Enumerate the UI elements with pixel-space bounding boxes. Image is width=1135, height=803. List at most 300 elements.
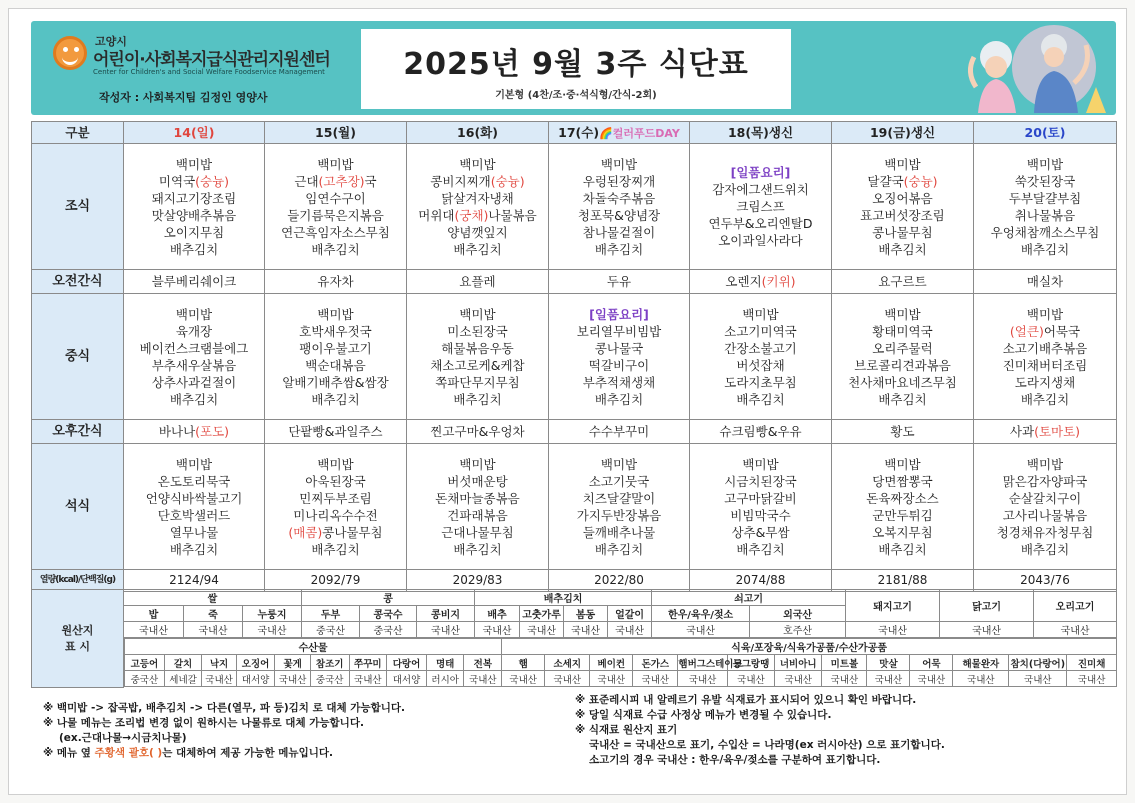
menu-item: 배추김치 xyxy=(453,391,502,407)
origin-group-kimchi: 배추김치 xyxy=(475,590,652,606)
origin-value: 국내산 xyxy=(502,671,545,687)
menu-cell xyxy=(690,420,832,444)
origin-value: 국내산 xyxy=(953,671,1009,687)
menu-item: 백미밥 xyxy=(175,156,213,172)
menu-item-part: (포도) xyxy=(195,424,230,439)
origin-item: 봄동 xyxy=(564,606,608,622)
smile-logo-icon xyxy=(53,36,87,70)
origin-value: 국내산 xyxy=(1067,671,1117,687)
menu-item: 소고기미역국 xyxy=(724,323,797,339)
origin-value: 국내산 xyxy=(590,671,633,687)
menu-item: 슈크림빵&우유 xyxy=(719,424,802,439)
menu-item: 배추김치 xyxy=(878,391,927,407)
menu-item: 백미밥 xyxy=(1026,306,1064,322)
menu-item: 팽이우불고기 xyxy=(299,340,372,356)
menu-item: 백미밥 xyxy=(600,156,638,172)
menu-item: 배추김치 xyxy=(594,241,644,257)
menu-item: 배추김치 xyxy=(311,541,360,557)
notes-right xyxy=(575,693,945,768)
menu-item: 두부달걀부침 xyxy=(1008,190,1082,206)
menu-item: 배추김치 xyxy=(736,541,785,557)
lunch-row xyxy=(32,294,1117,420)
menu-item: 해물볶음우동 xyxy=(441,340,514,356)
day-header-mon: 15(월) xyxy=(265,122,407,144)
menu-item: 요구르트 xyxy=(878,274,927,289)
origin-item: 명태 xyxy=(426,655,464,671)
kcal-value: 2074/88 xyxy=(690,570,832,592)
meal-label: 오전간식 xyxy=(32,270,124,294)
origin-value: 호주산 xyxy=(750,622,846,638)
origin-value: 중국산 xyxy=(125,671,165,687)
menu-item: 천사채마요네즈무침 xyxy=(848,374,957,390)
menu-item: 부추새우살볶음 xyxy=(151,357,237,373)
dinner-row xyxy=(32,444,1117,570)
menu-item-part: (궁채) xyxy=(454,207,489,223)
menu-item: 호박새우젓국 xyxy=(299,323,372,339)
note-namul-example: (ex.근대나물→시금치나물) xyxy=(59,732,187,744)
menu-item: 배추김치 xyxy=(878,241,927,257)
menu-cell xyxy=(974,144,1117,270)
menu-item: 언양식바싹불고기 xyxy=(145,490,243,506)
menu-item: 군만두튀김 xyxy=(872,507,933,523)
menu-item: 미나리옥수수전 xyxy=(293,507,378,523)
menu-item: 떡갈비구이 xyxy=(588,357,650,373)
menu-item: 단팥빵&과일주스 xyxy=(288,424,383,439)
menu-cell xyxy=(690,294,832,420)
note-bracket-prefix: ※ 메뉴 옆 xyxy=(43,747,95,759)
kcal-label: 열량(kcal)/단백질(g) xyxy=(32,570,124,592)
menu-item: 가지두반장볶음 xyxy=(576,507,662,523)
menu-item: 민찌두부조림 xyxy=(299,490,372,506)
menu-item-part: (숭늉) xyxy=(490,173,525,189)
origin-row xyxy=(32,638,1117,688)
origin-value: 러시아 xyxy=(426,671,464,687)
menu-item: 육개장 xyxy=(175,323,213,339)
origin-item: 한우/육우/젖소 xyxy=(652,606,750,622)
origin-value: 국내산 xyxy=(822,671,867,687)
menu-item-part: (숭늉) xyxy=(903,173,938,189)
origin-item: 참치(다랑어) xyxy=(1009,655,1067,671)
menu-item: 단호박샐러드 xyxy=(157,507,231,523)
menu-cell xyxy=(690,144,832,270)
menu-cell xyxy=(265,294,407,420)
day-header-tue: 16(화) xyxy=(407,122,549,144)
menu-cell xyxy=(407,444,549,570)
origin-value: 국내산 xyxy=(867,671,910,687)
author: 작성자 : 사회복지팀 김정인 영양사 xyxy=(99,91,268,104)
menu-item: 배추김치 xyxy=(311,241,360,257)
menu-item: 배추김치 xyxy=(169,391,219,407)
menu-cell xyxy=(265,420,407,444)
menu-cell xyxy=(407,270,549,294)
origin-group-bean: 콩 xyxy=(302,590,475,606)
menu-item: 돈채마늘종볶음 xyxy=(435,490,520,506)
page-subtitle: 기본형 (4찬/조·중·석식형/간식-2회) xyxy=(495,90,657,101)
corner-header: 구분 xyxy=(32,122,124,144)
menu-cell xyxy=(974,270,1117,294)
menu-item xyxy=(976,323,1114,340)
org-name-english: Center for Children's and Social Welfare Foodservice Management xyxy=(93,68,325,76)
menu-item: 오복지무침 xyxy=(872,524,933,540)
menu-item: 근대나물무침 xyxy=(441,524,514,540)
color-food-day-label: 컬러푸드DAY xyxy=(612,126,680,140)
menu-item: 소고기뭇국 xyxy=(588,473,650,489)
menu-cell xyxy=(124,420,265,444)
note-origin-beef: 소고기의 경우 국내산 : 한우/육우/젖소를 구분하여 표기합니다. xyxy=(589,754,881,766)
menu-item: 고사리나물볶음 xyxy=(1002,507,1088,523)
origin-value: 국내산 xyxy=(464,671,502,687)
menu-cell xyxy=(974,420,1117,444)
origin-item: 동그랑땡 xyxy=(727,655,774,671)
menu-item: 백미밥 xyxy=(317,456,354,472)
menu-item: 백미밥 xyxy=(1026,156,1064,172)
menu-cell xyxy=(265,444,407,570)
origin-value: 국내산 xyxy=(475,622,520,638)
menu-item: 매실차 xyxy=(1026,274,1064,289)
menu-item: 백미밥 xyxy=(459,156,496,172)
menu-item xyxy=(692,273,829,290)
menu-item: 백미밥 xyxy=(175,456,213,472)
menu-item: 참나물겉절이 xyxy=(582,224,656,240)
menu-item: 백미밥 xyxy=(459,306,496,322)
menu-item-part: 어묵국 xyxy=(1043,323,1081,339)
menu-cell xyxy=(265,270,407,294)
menu-item: 백미밥 xyxy=(742,456,779,472)
notes-left xyxy=(43,701,405,761)
origin-row xyxy=(32,622,1117,638)
origin-item: 밥 xyxy=(124,606,184,622)
menu-item: 유자차 xyxy=(317,274,354,289)
kcal-value: 2124/94 xyxy=(124,570,265,592)
menu-cell xyxy=(690,270,832,294)
note-bracket-orange: 주황색 괄호( ) xyxy=(94,747,163,759)
menu-item: 백미밥 xyxy=(884,456,921,472)
menu-item: 두유 xyxy=(606,274,632,289)
menu-cell xyxy=(407,144,549,270)
menu-item: 배추김치 xyxy=(169,241,219,257)
menu-item-part: (숭늉) xyxy=(195,173,230,189)
menu-item: 우렁된장찌개 xyxy=(582,173,656,189)
origin-item: 햄 xyxy=(502,655,545,671)
origin-value: 국내산 xyxy=(940,622,1034,638)
menu-item xyxy=(409,173,546,190)
origin-title-2: 표 시 xyxy=(64,640,91,654)
menu-item-part: (얼큰) xyxy=(1009,323,1044,339)
note-bracket xyxy=(43,746,405,761)
menu-item xyxy=(267,173,404,190)
origin-group-duck: 오리고기 xyxy=(1034,590,1117,622)
menu-item-part: 콩비지찌개 xyxy=(430,173,491,189)
menu-item: 고구마닭갈비 xyxy=(724,490,797,506)
origin-item: 전복 xyxy=(464,655,502,671)
origin-value: 중국산 xyxy=(310,671,349,687)
origin-value: 국내산 xyxy=(124,622,184,638)
menu-item: 상추&무쌈 xyxy=(731,524,790,540)
menu-item: 버섯매운탕 xyxy=(447,473,508,489)
menu-item: 양념깻잎지 xyxy=(447,224,508,240)
menu-item: 순살갈치구이 xyxy=(1008,490,1082,506)
menu-item: 요플레 xyxy=(459,274,496,289)
pm-snack-row xyxy=(32,420,1117,444)
menu-item: 연근흑임자소스무침 xyxy=(281,224,390,240)
menu-item: 맛살양배추볶음 xyxy=(151,207,237,223)
origin-group-rice: 쌀 xyxy=(124,590,302,606)
origin-value: 국내산 xyxy=(275,671,310,687)
note-origin-title: ※ 식재료 원산지 표기 xyxy=(575,724,678,736)
menu-item: 수수부꾸미 xyxy=(588,424,650,439)
menu-item: 황도 xyxy=(890,424,915,439)
menu-cell xyxy=(549,294,690,420)
menu-item: 청경채유자청무침 xyxy=(996,524,1094,540)
menu-item: 백미밥 xyxy=(459,456,496,472)
origin-item: 꽃게 xyxy=(275,655,310,671)
menu-item-part: (매콤) xyxy=(288,524,323,540)
menu-item: 당면짬뽕국 xyxy=(872,473,933,489)
menu-item-part: 바나나 xyxy=(158,424,196,439)
note-change: ※ 당일 식재료 수급 사정상 메뉴가 변경될 수 있습니다. xyxy=(575,709,832,721)
menu-item: 건파래볶음 xyxy=(447,507,508,523)
menu-item: 쑥갓된장국 xyxy=(1014,173,1076,189)
menu-item: 진미채버터조림 xyxy=(1002,357,1088,373)
menu-item-part: (키위) xyxy=(761,274,796,289)
day-header-sat: 20(토) xyxy=(974,122,1117,144)
note-namul: ※ 나물 메뉴는 조리법 변경 없이 원하시는 나물류로 대체 가능합니다. xyxy=(43,717,364,729)
menu-item-part: (고추장) xyxy=(318,173,365,189)
origin-value: 대서양 xyxy=(236,671,275,687)
menu-item: 배추김치 xyxy=(1020,391,1070,407)
origin-group-beef: 쇠고기 xyxy=(652,590,846,606)
menu-sheet xyxy=(8,8,1127,795)
menu-item: 오징어볶음 xyxy=(872,190,933,206)
menu-item: 소고기배추볶음 xyxy=(1002,340,1088,356)
menu-item: 콩나물국 xyxy=(594,340,644,356)
menu-item: 백미밥 xyxy=(600,456,638,472)
menu-cell xyxy=(690,444,832,570)
menu-item: 취나물볶음 xyxy=(1014,207,1076,223)
menu-item: 돈육짜장소스 xyxy=(866,490,939,506)
menu-item-part: 콩나물무침 xyxy=(322,524,383,540)
menu-cell xyxy=(832,144,974,270)
kcal-value: 2022/80 xyxy=(549,570,690,592)
origin-value: 국내산 xyxy=(520,622,564,638)
origin-value: 국내산 xyxy=(608,622,652,638)
origin-value: 국내산 xyxy=(678,671,727,687)
origin-value: 국내산 xyxy=(1009,671,1067,687)
origin-value: 국내산 xyxy=(633,671,678,687)
page-title: 2025년 9월 3주 식단표 xyxy=(403,47,749,82)
origin-group-seafood: 수산물 xyxy=(125,639,502,655)
origin-value: 중국산 xyxy=(360,622,417,638)
origin-item: 해물완자 xyxy=(953,655,1009,671)
elderly-dancers-illustration-icon xyxy=(936,27,1114,113)
menu-item: 베이컨스크램블에그 xyxy=(139,340,249,356)
origin-item: 어묵 xyxy=(910,655,953,671)
menu-item: 오이지무침 xyxy=(163,224,225,240)
menu-cell xyxy=(832,444,974,570)
note-bracket-suffix: 는 대체하여 제공 가능한 메뉴입니다. xyxy=(162,747,333,759)
origin-item: 미트볼 xyxy=(822,655,867,671)
menu-item: 블루베리쉐이크 xyxy=(151,274,237,289)
origin-item: 낙지 xyxy=(202,655,236,671)
origin-value: 국내산 xyxy=(545,671,590,687)
origin-value: 국내산 xyxy=(349,671,387,687)
origin-value: 국내산 xyxy=(652,622,750,638)
menu-item: 상추사과겉절이 xyxy=(151,374,237,390)
am-snack-row xyxy=(32,270,1117,294)
menu-cell xyxy=(832,420,974,444)
origin-value: 국내산 xyxy=(243,622,302,638)
org-city: 고양시 xyxy=(95,35,127,48)
menu-item: 배추김치 xyxy=(736,391,785,407)
menu-item: 백미밥 xyxy=(317,156,354,172)
menu-cell xyxy=(549,144,690,270)
menu-item: 황태미역국 xyxy=(872,323,933,339)
menu-item xyxy=(976,423,1114,440)
menu-item: 비빔막국수 xyxy=(730,507,791,523)
menu-item: [일품요리] xyxy=(589,306,649,322)
origin-title-1: 원산지 xyxy=(61,624,94,638)
menu-item-part: 머위대 xyxy=(418,207,455,223)
day-header-thu: 18(목)생신 xyxy=(690,122,832,144)
menu-item-part: 미역국 xyxy=(158,173,196,189)
menu-item: 배추김치 xyxy=(453,241,502,257)
menu-item xyxy=(834,173,971,190)
origin-value: 국내산 xyxy=(202,671,236,687)
menu-item: 도라지초무침 xyxy=(724,374,797,390)
menu-item: 닭살겨자냉채 xyxy=(441,190,514,206)
menu-item-part: 국 xyxy=(364,173,377,189)
menu-item xyxy=(126,173,262,190)
meal-label: 석식 xyxy=(32,444,124,570)
menu-item: 백미밥 xyxy=(884,156,921,172)
menu-item: 간장소불고기 xyxy=(724,340,797,356)
menu-item: 버섯잡채 xyxy=(736,357,785,373)
menu-item: 브로콜리견과볶음 xyxy=(854,357,951,373)
origin-item: 너비아니 xyxy=(775,655,822,671)
menu-cell xyxy=(124,294,265,420)
origin-item: 두부 xyxy=(302,606,360,622)
menu-item: 배추김치 xyxy=(1020,541,1070,557)
menu-item xyxy=(126,423,262,440)
origin-value: 국내산 xyxy=(417,622,475,638)
menu-item: 치즈달걀말이 xyxy=(582,490,656,506)
origin-item: 갈치 xyxy=(164,655,202,671)
menu-item: 배추김치 xyxy=(311,391,360,407)
origin-value: 세네갈 xyxy=(164,671,202,687)
origin-item: 오징어 xyxy=(236,655,275,671)
origin-item: 얼갈이 xyxy=(608,606,652,622)
meal-label: 조식 xyxy=(32,144,124,270)
menu-item: 백미밥 xyxy=(175,306,213,322)
menu-item: 아욱된장국 xyxy=(305,473,366,489)
menu-item: 임연수구이 xyxy=(305,190,366,206)
menu-item: 들깨배추나물 xyxy=(582,524,656,540)
menu-cell xyxy=(407,420,549,444)
origin-value: 국내산 xyxy=(564,622,608,638)
note-rice-kimchi: ※ 백미밥 -> 잡곡밥, 배추김치 -> 다른(열무, 파 등)김치 로 대체 가능합니다. xyxy=(43,702,406,714)
breakfast-row xyxy=(32,144,1117,270)
menu-item: 들기름묵은지볶음 xyxy=(287,207,384,223)
day-label: 17(수) xyxy=(558,124,600,140)
menu-cell xyxy=(124,270,265,294)
menu-cell xyxy=(549,270,690,294)
meal-label: 중식 xyxy=(32,294,124,420)
origin-value: 대서양 xyxy=(387,671,427,687)
menu-item: [일품요리] xyxy=(730,165,791,180)
kcal-value: 2029/83 xyxy=(407,570,549,592)
menu-item: 백미밥 xyxy=(1026,456,1064,472)
origin-item: 고춧가루 xyxy=(520,606,564,622)
menu-item-part: (토마토) xyxy=(1034,424,1081,439)
menu-item: 오이과일사라다 xyxy=(718,233,803,248)
menu-cell xyxy=(124,144,265,270)
origin-item: 맛살 xyxy=(867,655,910,671)
origin-item: 소세지 xyxy=(545,655,590,671)
menu-cell xyxy=(832,270,974,294)
rainbow-icon: 🌈 xyxy=(599,126,613,140)
menu-cell xyxy=(549,444,690,570)
menu-cell xyxy=(974,294,1117,420)
header-banner xyxy=(31,21,1116,115)
menu-item: 우엉채참깨소스무침 xyxy=(990,224,1100,240)
menu-item: 맑은감자양파국 xyxy=(1002,473,1088,489)
menu-item: 열무나물 xyxy=(169,524,219,540)
menu-item: 부추적채생채 xyxy=(582,374,656,390)
menu-item: 차돌숙주볶음 xyxy=(582,190,656,206)
day-header-fri: 19(금)생신 xyxy=(832,122,974,144)
menu-cell xyxy=(832,294,974,420)
origin-item: 베이컨 xyxy=(590,655,633,671)
menu-cell xyxy=(124,444,265,570)
menu-item: 도라지생채 xyxy=(1014,374,1076,390)
menu-item xyxy=(409,207,546,224)
origin-value: 국내산 xyxy=(775,671,822,687)
note-origin-rule: 국내산 = 국내산으로 표기, 수입산 = 나라명(ex 러시아산) 으로 표기합니다. xyxy=(589,739,945,751)
menu-item: 표고버섯장조림 xyxy=(860,207,945,223)
origin-item: 외국산 xyxy=(750,606,846,622)
origin-item: 참조기 xyxy=(310,655,349,671)
origin-value: 국내산 xyxy=(846,622,940,638)
menu-item: 배추김치 xyxy=(453,541,502,557)
menu-item: 찐고구마&우엉차 xyxy=(430,424,525,439)
title-box xyxy=(361,29,791,109)
origin-value: 국내산 xyxy=(910,671,953,687)
menu-item: 콩나물무침 xyxy=(872,224,933,240)
menu-item: 백미밥 xyxy=(742,306,779,322)
origin-group-pork: 돼지고기 xyxy=(846,590,940,622)
menu-item: 백미밥 xyxy=(317,306,354,322)
menu-item xyxy=(267,524,404,541)
menu-item-part: 달걀국 xyxy=(867,173,904,189)
origin-title xyxy=(32,590,124,688)
origin-value: 국내산 xyxy=(184,622,243,638)
menu-item-part: 사과 xyxy=(1009,424,1035,439)
origin-row xyxy=(32,590,1117,606)
menu-item: 청포묵&양념장 xyxy=(577,207,661,223)
origin-item: 콩비지 xyxy=(417,606,475,622)
kcal-value: 2043/76 xyxy=(974,570,1117,592)
menu-item: 백순대볶음 xyxy=(305,357,366,373)
origin-item: 콩국수 xyxy=(360,606,417,622)
origin-value: 중국산 xyxy=(302,622,360,638)
origin-item: 고등어 xyxy=(125,655,165,671)
menu-item: 온도토리묵국 xyxy=(157,473,231,489)
menu-cell xyxy=(265,144,407,270)
menu-item: 배추김치 xyxy=(878,541,927,557)
origin-group-chicken: 닭고기 xyxy=(940,590,1034,622)
origin-value: 국내산 xyxy=(727,671,774,687)
menu-item: 시금치된장국 xyxy=(724,473,797,489)
